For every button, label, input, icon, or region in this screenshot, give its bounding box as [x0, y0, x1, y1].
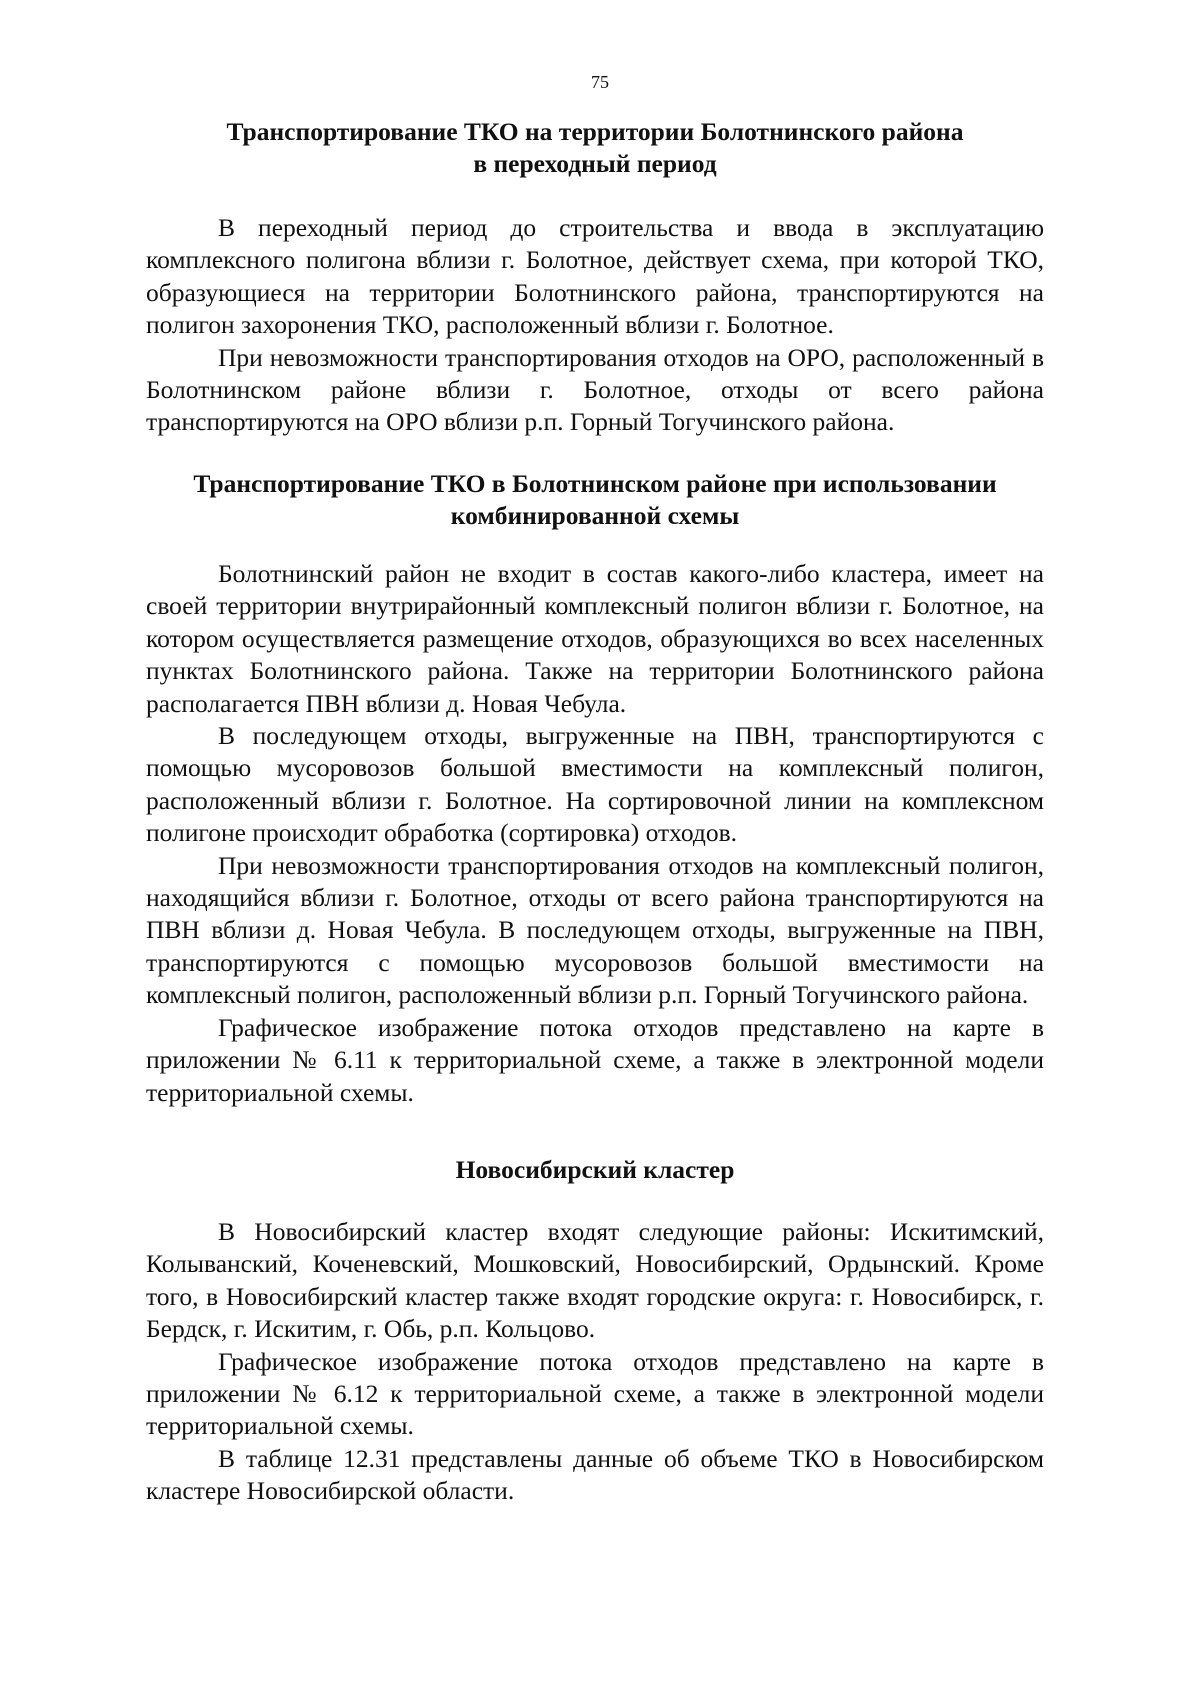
- section-body-novosibirsk-cluster: [146, 1216, 1044, 1508]
- paragraph: В переходный период до строительства и ввода в эксплуатацию комплексного полигона вблизи г. Болотное, действует схема, при которой ТКО, образующиеся на территории Болотнинского района, транспортируются на полигон захоронения ТКО, расположенный вблизи г. Болотное.: [146, 213, 1044, 340]
- paragraph: При невозможности транспортирования отходов на комплексный полигон, находящийся вблизи г. Болотное, отходы от всего района транспортируются на ПВН вблизи д. Новая Чебула. В последующем отходы, выгруженные на ПВН, транспортируются с помощью мусоровозов большой вместимости на комплексный полигон, расположенный вблизи р.п. Горный Тогучинского района.: [146, 850, 1044, 1010]
- paragraph: Графическое изображение потока отходов представлено на карте в приложении № 6.11 к территориальной схеме, а также в электронной модели территориальной схемы.: [146, 1012, 1044, 1107]
- page-number: 75: [591, 72, 609, 92]
- paragraph: Болотнинский район не входит в состав какого-либо кластера, имеет на своей территории внутрирайонный комплексный полигон вблизи г. Болотное, на котором осуществляется размещение отходов, образующихся во всех населенных пунктах Болотнинского района. Также на территории Болотнинского района располагается ПВН вблизи д. Новая Чебула.: [146, 559, 1044, 718]
- heading-line: комбинированной схемы: [450, 501, 740, 530]
- heading-line: Транспортирование ТКО на территории Болотнинского района: [226, 117, 964, 146]
- paragraph: Графическое изображение потока отходов представлено на карте в приложении № 6.12 к территориальной схеме, а также в электронной модели территориальной схемы.: [146, 1346, 1044, 1441]
- section-heading-combined-scheme: [146, 468, 1044, 532]
- paragraph: В Новосибирский кластер входят следующие районы: Искитимский, Колыванский, Коченевский, Мошковский, Новосибирский, Ордынский. Кроме того, в Новосибирский кластер также входят городские округа: г. Новосибирск, г. Бердск, г. Искитим, г. Обь, р.п. Кольцово.: [146, 1217, 1044, 1344]
- paragraph: В таблице 12.31 представлены данные об объеме ТКО в Новосибирском кластере Новосибирской области.: [146, 1443, 1044, 1506]
- section-body-combined-scheme: [146, 558, 1044, 1109]
- paragraph: В последующем отходы, выгруженные на ПВН, транспортируются с помощью мусоровозов большой вместимости на комплексный полигон, расположенный вблизи г. Болотное. На сортировочной линии на комплексном полигоне происходит обработка (сортировка) отходов.: [146, 721, 1044, 848]
- heading-line: в переходный период: [473, 149, 717, 178]
- section-heading-transitional-period: [146, 116, 1044, 180]
- paragraph: При невозможности транспортирования отходов на ОРО, расположенный в Болотнинском районе вблизи г. Болотное, отходы от всего района транспортируются на ОРО вблизи р.п. Горный Тогучинского района.: [146, 342, 1044, 437]
- section-heading-novosibirsk-cluster: [146, 1154, 1044, 1186]
- heading-line: Транспортирование ТКО в Болотнинском районе при использовании: [193, 469, 997, 498]
- section-body-transitional-period: [146, 212, 1044, 439]
- heading-line: Новосибирский кластер: [455, 1155, 735, 1184]
